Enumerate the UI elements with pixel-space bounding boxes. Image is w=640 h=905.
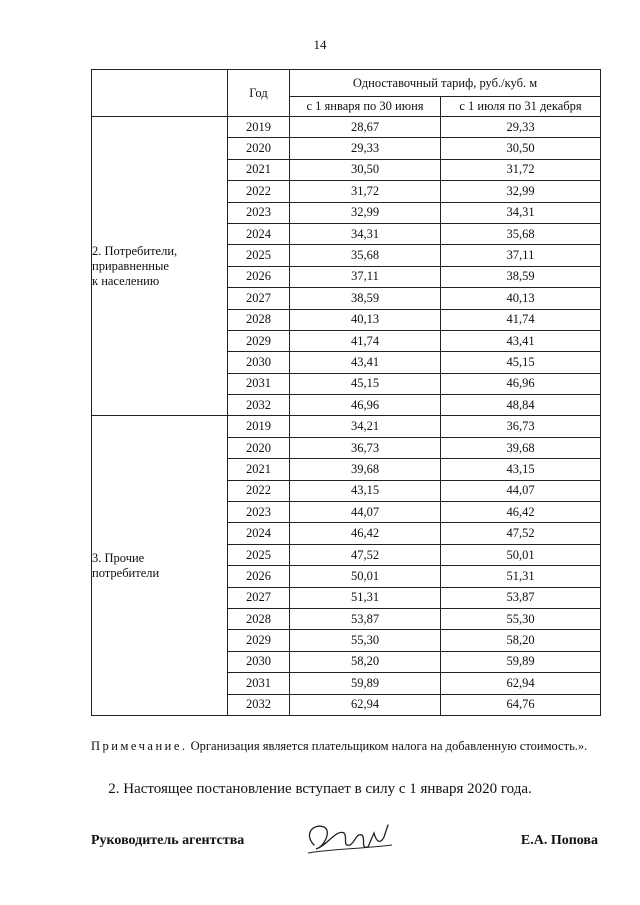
tariff-period2-cell: 48,84 bbox=[441, 395, 601, 416]
tariff-period2-cell: 46,42 bbox=[441, 502, 601, 523]
tariff-period2-cell: 47,52 bbox=[441, 523, 601, 544]
tariff-period2-cell: 30,50 bbox=[441, 138, 601, 159]
year-cell: 2021 bbox=[228, 459, 290, 480]
tariff-period2-cell: 59,89 bbox=[441, 651, 601, 672]
tariff-period1-cell: 31,72 bbox=[290, 181, 441, 202]
year-cell: 2029 bbox=[228, 330, 290, 351]
tariff-period2-cell: 64,76 bbox=[441, 694, 601, 715]
page-number: 14 bbox=[313, 37, 327, 52]
tariff-period1-cell: 53,87 bbox=[290, 608, 441, 629]
year-cell: 2020 bbox=[228, 437, 290, 458]
year-cell: 2031 bbox=[228, 673, 290, 694]
tariff-period2-cell: 45,15 bbox=[441, 352, 601, 373]
year-cell: 2031 bbox=[228, 373, 290, 394]
tariff-period1-cell: 35,68 bbox=[290, 245, 441, 266]
table-row bbox=[92, 117, 601, 138]
signer-name: Е.А. Попова bbox=[520, 833, 598, 848]
year-cell: 2020 bbox=[228, 138, 290, 159]
year-cell: 2022 bbox=[228, 181, 290, 202]
category-cell bbox=[92, 117, 228, 416]
period1-column-header: с 1 января по 30 июня bbox=[290, 97, 441, 117]
tariff-period1-cell: 59,89 bbox=[290, 673, 441, 694]
table-note bbox=[91, 738, 600, 754]
tariff-period2-cell: 53,87 bbox=[441, 587, 601, 608]
tariff-period2-cell: 43,15 bbox=[441, 459, 601, 480]
tariff-period2-cell: 31,72 bbox=[441, 159, 601, 180]
tariff-period1-cell: 46,96 bbox=[290, 395, 441, 416]
header-empty-cell bbox=[92, 70, 228, 117]
category-line: приравненные bbox=[92, 258, 169, 273]
tariff-period1-cell: 41,74 bbox=[290, 330, 441, 351]
tariff-period2-cell: 62,94 bbox=[441, 673, 601, 694]
tariff-period1-cell: 62,94 bbox=[290, 694, 441, 715]
tariff-period2-cell: 41,74 bbox=[441, 309, 601, 330]
tariff-period1-cell: 51,31 bbox=[290, 587, 441, 608]
year-cell: 2028 bbox=[228, 309, 290, 330]
year-cell: 2032 bbox=[228, 694, 290, 715]
year-cell: 2023 bbox=[228, 502, 290, 523]
tariff-period2-cell: 55,30 bbox=[441, 608, 601, 629]
note-label: Примечание. bbox=[91, 739, 188, 753]
year-cell: 2028 bbox=[228, 608, 290, 629]
year-cell: 2029 bbox=[228, 630, 290, 651]
year-cell: 2030 bbox=[228, 352, 290, 373]
year-cell: 2025 bbox=[228, 544, 290, 565]
effective-date-clause: 2. Настоящее постановление вступает в силу с 1 января 2020 года. bbox=[108, 781, 532, 797]
tariff-period1-cell: 34,31 bbox=[290, 223, 441, 244]
tariff-period2-cell: 35,68 bbox=[441, 223, 601, 244]
tariff-period1-cell: 36,73 bbox=[290, 437, 441, 458]
tariff-period1-cell: 37,11 bbox=[290, 266, 441, 287]
tariff-period1-cell: 39,68 bbox=[290, 459, 441, 480]
tariff-period1-cell: 28,67 bbox=[290, 117, 441, 138]
tariff-period2-cell: 34,31 bbox=[441, 202, 601, 223]
tariff-period2-cell: 29,33 bbox=[441, 117, 601, 138]
tariff-period1-cell: 45,15 bbox=[290, 373, 441, 394]
tariff-period2-cell: 39,68 bbox=[441, 437, 601, 458]
tariff-period1-cell: 38,59 bbox=[290, 288, 441, 309]
year-cell: 2024 bbox=[228, 523, 290, 544]
tariff-period2-cell: 40,13 bbox=[441, 288, 601, 309]
year-cell: 2019 bbox=[228, 416, 290, 437]
tariff-period1-cell: 30,50 bbox=[290, 159, 441, 180]
year-cell: 2030 bbox=[228, 651, 290, 672]
tariff-table bbox=[91, 69, 601, 716]
table-header-row bbox=[92, 70, 601, 97]
year-cell: 2027 bbox=[228, 288, 290, 309]
tariff-period1-cell: 55,30 bbox=[290, 630, 441, 651]
tariff-period1-cell: 32,99 bbox=[290, 202, 441, 223]
year-cell: 2021 bbox=[228, 159, 290, 180]
tariff-period1-cell: 43,41 bbox=[290, 352, 441, 373]
year-cell: 2027 bbox=[228, 587, 290, 608]
year-cell: 2024 bbox=[228, 223, 290, 244]
year-cell: 2022 bbox=[228, 480, 290, 501]
year-cell: 2025 bbox=[228, 245, 290, 266]
category-line: к населению bbox=[92, 273, 160, 288]
tariff-period1-cell: 47,52 bbox=[290, 544, 441, 565]
tariff-period1-cell: 34,21 bbox=[290, 416, 441, 437]
tariff-period2-cell: 50,01 bbox=[441, 544, 601, 565]
period2-column-header: с 1 июля по 31 декабря bbox=[441, 97, 601, 117]
year-cell: 2023 bbox=[228, 202, 290, 223]
tariff-period2-cell: 58,20 bbox=[441, 630, 601, 651]
tariff-period2-cell: 36,73 bbox=[441, 416, 601, 437]
tariff-period1-cell: 44,07 bbox=[290, 502, 441, 523]
category-cell bbox=[92, 416, 228, 715]
tariff-period2-cell: 32,99 bbox=[441, 181, 601, 202]
tariff-period1-cell: 46,42 bbox=[290, 523, 441, 544]
tariff-period2-cell: 51,31 bbox=[441, 566, 601, 587]
tariff-period2-cell: 37,11 bbox=[441, 245, 601, 266]
tariff-column-header: Одноставочный тариф, руб./куб. м bbox=[290, 70, 601, 97]
year-column-header: Год bbox=[228, 70, 290, 117]
note-text: Организация является плательщиком налога на добавленную стоимость.». bbox=[190, 739, 588, 753]
tariff-period1-cell: 50,01 bbox=[290, 566, 441, 587]
category-line: 2. Потребители, bbox=[92, 243, 178, 258]
tariff-period2-cell: 46,96 bbox=[441, 373, 601, 394]
tariff-period2-cell: 44,07 bbox=[441, 480, 601, 501]
tariff-period1-cell: 29,33 bbox=[290, 138, 441, 159]
table-row bbox=[92, 416, 601, 437]
category-line: 3. Прочие bbox=[92, 550, 145, 565]
tariff-period1-cell: 43,15 bbox=[290, 480, 441, 501]
year-cell: 2026 bbox=[228, 266, 290, 287]
year-cell: 2026 bbox=[228, 566, 290, 587]
tariff-period1-cell: 40,13 bbox=[290, 309, 441, 330]
year-cell: 2019 bbox=[228, 117, 290, 138]
tariff-period2-cell: 38,59 bbox=[441, 266, 601, 287]
handwritten-signature bbox=[300, 815, 400, 865]
tariff-period2-cell: 43,41 bbox=[441, 330, 601, 351]
category-line: потребители bbox=[92, 565, 160, 580]
signer-title: Руководитель агентства bbox=[91, 833, 245, 848]
year-cell: 2032 bbox=[228, 395, 290, 416]
tariff-period1-cell: 58,20 bbox=[290, 651, 441, 672]
